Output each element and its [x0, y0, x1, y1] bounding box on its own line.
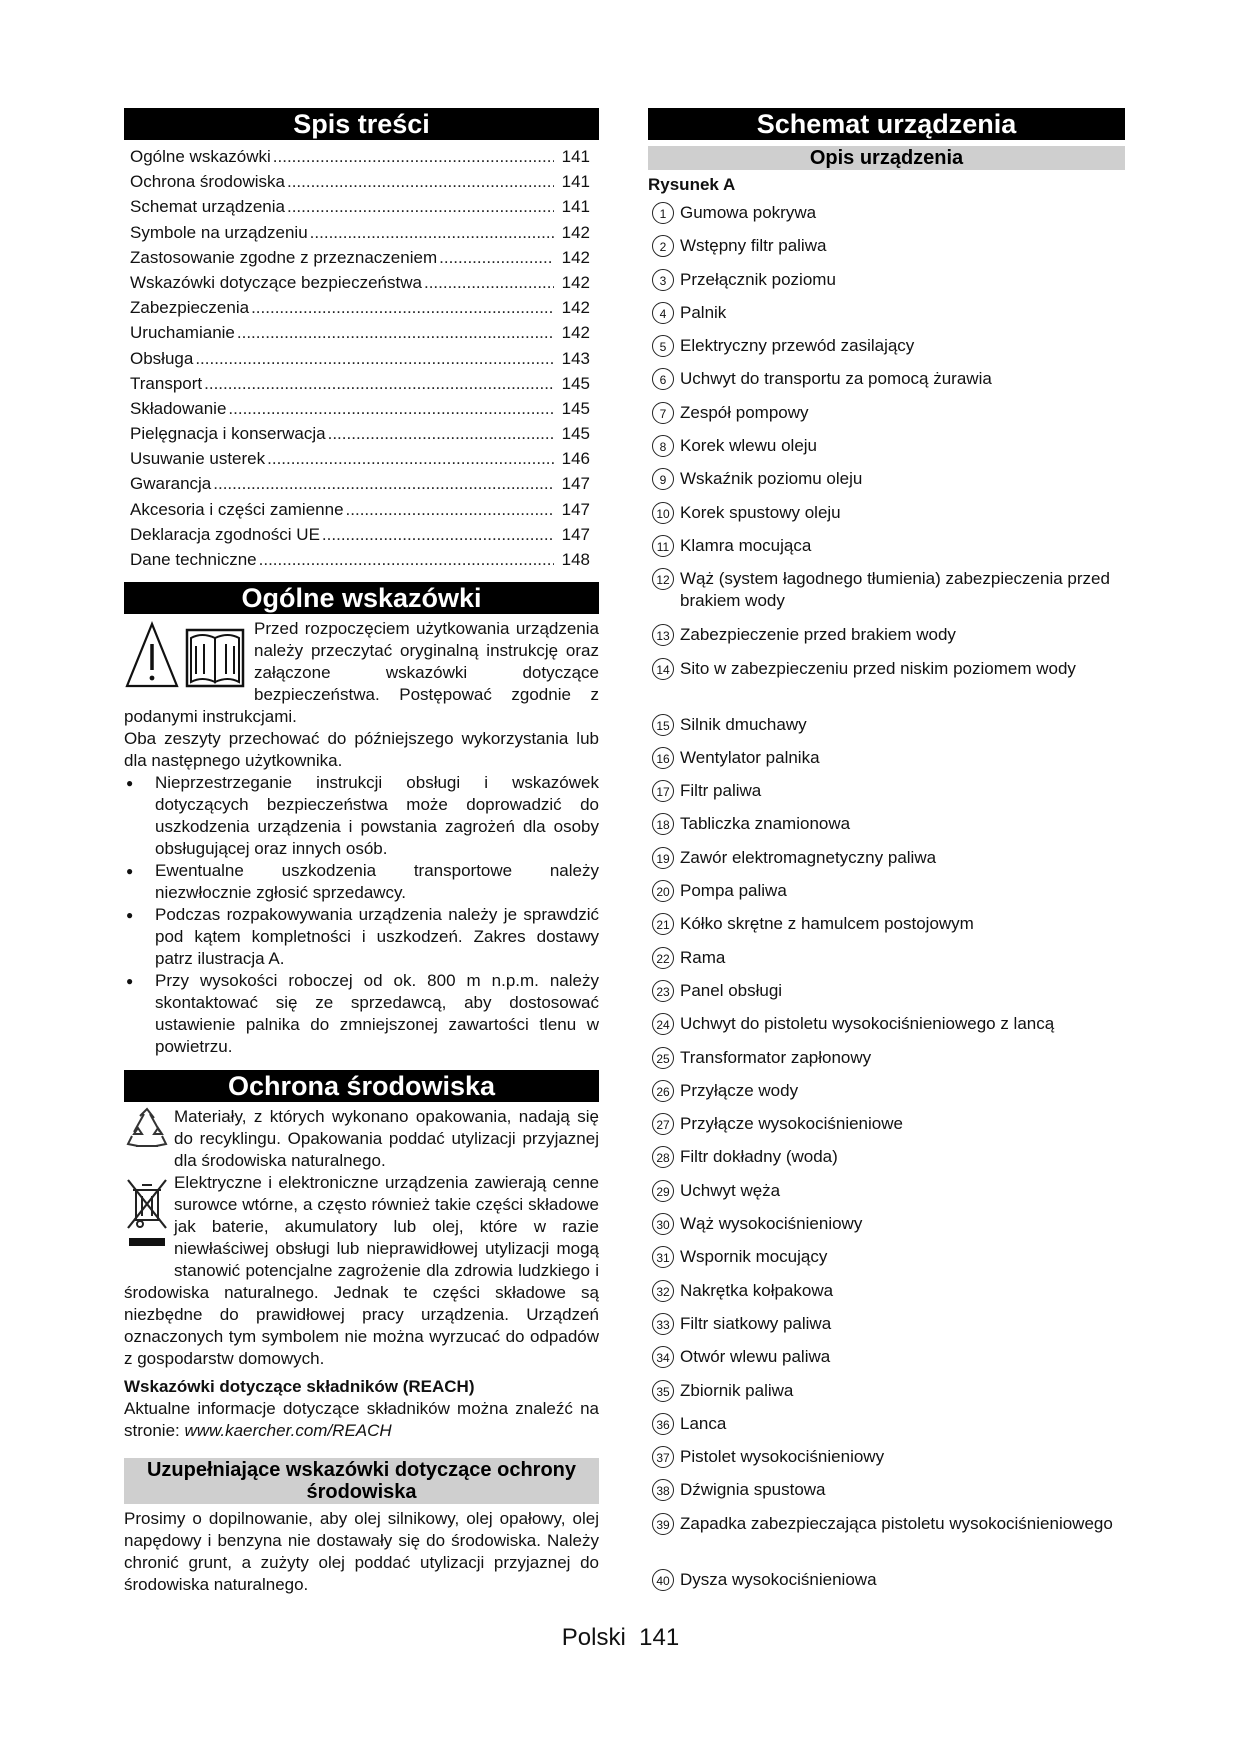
- part-item: [648, 1346, 1125, 1379]
- part-number-badge: 39: [652, 1513, 674, 1535]
- part-item: [648, 780, 1125, 813]
- toc-entry-title: Składowanie: [130, 398, 227, 418]
- toc-entry[interactable]: [130, 295, 590, 320]
- part-label: Dysza wysokociśnieniowa: [680, 1569, 877, 1589]
- part-number-badge: 8: [652, 435, 674, 457]
- part-label: Wspornik mocujący: [680, 1247, 828, 1267]
- toc-entry-page: 142: [561, 222, 590, 242]
- toc-entry-title: Wskazówki dotyczące bezpieczeństwa: [130, 272, 422, 292]
- part-item: [648, 880, 1125, 913]
- part-number-badge: 18: [652, 813, 674, 835]
- part-item: [648, 1413, 1125, 1446]
- part-item: [648, 202, 1125, 235]
- reach-heading: Wskazówki dotyczące składników (REACH): [124, 1377, 475, 1397]
- toc-leader-dots: [213, 471, 554, 496]
- part-label: Zabezpieczenie przed brakiem wody: [680, 625, 956, 645]
- recycling-block: [124, 1106, 599, 1172]
- page-footer: [0, 1623, 1241, 1653]
- part-number-badge: 10: [652, 502, 674, 524]
- toc-leader-dots: [195, 346, 554, 371]
- part-item: [648, 624, 1125, 657]
- part-item: [648, 435, 1125, 468]
- toc-entry[interactable]: [130, 194, 590, 219]
- part-number-badge: 25: [652, 1047, 674, 1069]
- toc-leader-dots: [310, 220, 554, 245]
- part-label: Dźwignia spustowa: [680, 1480, 826, 1500]
- toc-entry[interactable]: [130, 169, 590, 194]
- toc-entry[interactable]: [130, 320, 590, 345]
- toc-entry[interactable]: [130, 396, 590, 421]
- part-number-badge: 1: [652, 202, 674, 224]
- part-label: Pompa paliwa: [680, 881, 787, 901]
- part-item: [648, 1080, 1125, 1113]
- part-number-badge: 3: [652, 269, 674, 291]
- toc-entry-page: 147: [561, 499, 590, 519]
- weee-text: Elektryczne i elektroniczne urządzenia zawierają cenne surowce wtórne, a często również takie części składowe jak baterie, akumulatory lub olej, które w razie niewłaściwej obsługi lub nieprawidłowej utylizacji mogą stanowić potencjalne zagrożenie dla zdrowia ludzkiego i środowiska naturalnego. Jednak te części składowe są niezbędne do prawidłowej pracy urządzenia. Urządzeń oznaczonych tym symbolem nie można wyrzucać do odpadów z gospodarstw domowych.: [124, 1173, 599, 1369]
- part-number-badge: 11: [652, 535, 674, 557]
- part-label: Wąż (system łagodnego tłumienia) zabezpieczenia przed brakiem wody: [680, 569, 1110, 611]
- part-number-badge: 17: [652, 780, 674, 802]
- toc-entry-title: Zabezpieczenia: [130, 298, 250, 318]
- part-label: Wąż wysokociśnieniowy: [680, 1214, 863, 1234]
- part-item: [648, 1380, 1125, 1413]
- part-label: Przełącznik poziomu: [680, 269, 836, 289]
- environment-heading: Ochrona środowiska: [124, 1070, 599, 1102]
- toc-leader-dots: [287, 169, 554, 194]
- part-label: Transformator zapłonowy: [680, 1047, 872, 1067]
- toc-entry-page: 145: [561, 398, 590, 418]
- part-item: [648, 1180, 1125, 1213]
- part-number-badge: 36: [652, 1413, 674, 1435]
- toc-entry-title: Ogólne wskazówki: [130, 147, 271, 166]
- part-number-badge: 34: [652, 1346, 674, 1368]
- part-number-badge: 32: [652, 1280, 674, 1302]
- part-item: [648, 235, 1125, 268]
- toc-entry-page: 141: [561, 172, 590, 192]
- warning-and-manual-icons: [124, 618, 254, 698]
- schema-subheading: Opis urządzenia: [648, 146, 1125, 170]
- part-number-badge: 38: [652, 1479, 674, 1501]
- general-intro-text: Przed rozpoczęciem użytkowania urządzenia należy przeczytać oryginalną instrukcję oraz załączone wskazówki dotyczące bezpieczeństwa. Postępować zgodnie z podanymi instrukcjami.: [124, 619, 599, 727]
- toc-entry[interactable]: [130, 446, 590, 471]
- toc-entry-page: 148: [561, 550, 590, 569]
- part-label: Filtr paliwa: [680, 781, 762, 801]
- part-label: Palnik: [680, 302, 727, 322]
- footer-language: Polski: [561, 1624, 626, 1651]
- supplementary-text: Prosimy o dopilnowanie, aby olej silnikowy, olej opałowy, olej napędowy i benzyna nie dostawały się do środowiska. Należy chronić grunt, a zużyty olej poddać utylizacji przyjaznej do środowiska naturalnego.: [124, 1509, 599, 1595]
- toc-entry-title: Ochrona środowiska: [130, 172, 285, 192]
- toc-entry-page: 142: [561, 272, 590, 292]
- part-number-badge: 37: [652, 1446, 674, 1468]
- part-number-badge: 29: [652, 1180, 674, 1202]
- toc-entry[interactable]: [130, 270, 590, 295]
- part-number-badge: 4: [652, 302, 674, 324]
- part-number-badge: 40: [652, 1569, 674, 1591]
- part-number-badge: 12: [652, 568, 674, 590]
- toc-entry-page: 142: [561, 323, 590, 343]
- toc-entry[interactable]: [130, 547, 590, 572]
- part-label: Filtr dokładny (woda): [680, 1147, 838, 1167]
- part-item: [648, 502, 1125, 535]
- part-item: [648, 1213, 1125, 1246]
- toc-entry-page: 141: [561, 147, 590, 166]
- part-item: [648, 1113, 1125, 1146]
- part-label: Panel obsługi: [680, 980, 783, 1000]
- toc-entry[interactable]: [130, 346, 590, 371]
- part-label: Klamra mocująca: [680, 535, 812, 555]
- toc-entry-page: 141: [561, 197, 590, 217]
- part-label: Elektryczny przewód zasilający: [680, 336, 915, 356]
- manual-book-icon: [187, 630, 243, 686]
- part-label: Pistolet wysokociśnieniowy: [680, 1447, 885, 1467]
- toc-entry-title: Deklaracja zgodności UE: [130, 524, 320, 544]
- schema-heading: Schemat urządzenia: [648, 108, 1125, 140]
- part-label: Nakrętka kołpakowa: [680, 1280, 834, 1300]
- reach-text: Aktualne informacje dotyczące składników można znaleźć na stronie: www.kaercher.com/REACH: [124, 1399, 599, 1441]
- part-label: Wstępny filtr paliwa: [680, 236, 827, 256]
- part-number-badge: 35: [652, 1380, 674, 1402]
- general-heading: Ogólne wskazówki: [124, 582, 599, 614]
- toc-leader-dots: [237, 320, 554, 345]
- part-label: Wentylator palnika: [680, 747, 820, 767]
- crossed-bin-icon: [124, 1172, 174, 1264]
- parts-list: [648, 202, 1125, 1602]
- toc-entry-page: 146: [561, 449, 590, 469]
- part-label: Uchwyt do transportu za pomocą żurawia: [680, 369, 992, 389]
- toc-entry-title: Transport: [130, 373, 203, 393]
- toc-leader-dots: [251, 295, 554, 320]
- part-number-badge: 21: [652, 913, 674, 935]
- general-keep-text: Oba zeszyty przechować do późniejszego wykorzystania lub dla następnego użytkownika.: [124, 729, 599, 771]
- part-item: [648, 1047, 1125, 1080]
- part-number-badge: 9: [652, 468, 674, 490]
- toc-entry-title: Gwarancja: [130, 474, 212, 494]
- general-bullet: ● Podczas rozpakowywania urządzenia należy je sprawdzić pod kątem kompletności i uszkodzeń. Zakres dostawy patrz ilustracja A.: [124, 904, 599, 970]
- part-item: [648, 402, 1125, 435]
- right-column: [648, 108, 1125, 1602]
- toc-entry-page: 147: [561, 524, 590, 544]
- toc-entry[interactable]: [130, 497, 590, 522]
- supplementary-heading: Uzupełniające wskazówki dotyczące ochrony środowiska: [124, 1458, 599, 1504]
- toc-entry-page: 143: [561, 348, 590, 368]
- part-item: [648, 813, 1125, 846]
- part-label: Przyłącze wody: [680, 1080, 799, 1100]
- part-number-badge: 22: [652, 947, 674, 969]
- part-label: Zespół pompowy: [680, 402, 809, 422]
- toc-entry-page: 142: [561, 298, 590, 318]
- part-item: [648, 714, 1125, 747]
- page-number: 141: [639, 1624, 680, 1651]
- part-item: [648, 1146, 1125, 1179]
- toc-heading: Spis treści: [124, 108, 599, 140]
- toc-entry-title: Symbole na urządzeniu: [130, 222, 308, 242]
- toc-entry-title: Dane techniczne: [130, 550, 257, 569]
- toc-leader-dots: [267, 446, 554, 471]
- part-label: Sito w zabezpieczeniu przed niskim poziomem wody: [680, 658, 1076, 678]
- part-item: [648, 568, 1125, 624]
- part-item: [648, 535, 1125, 568]
- recycling-icon: [124, 1106, 174, 1172]
- left-column: [124, 108, 599, 1596]
- part-item: [648, 980, 1125, 1013]
- part-number-badge: 27: [652, 1113, 674, 1135]
- part-item: [648, 1246, 1125, 1279]
- part-item: [648, 468, 1125, 501]
- general-bullet: ● Nieprzestrzeganie instrukcji obsługi i wskazówek dotyczących bezpieczeństwa może doprowadzić do uszkodzenia urządzenia i powstania zagrożeń dla osoby obsługującej oraz innych osób.: [124, 772, 599, 860]
- part-number-badge: 13: [652, 624, 674, 646]
- part-item: [648, 368, 1125, 401]
- part-item: [648, 947, 1125, 980]
- part-label: Filtr siatkowy paliwa: [680, 1313, 832, 1333]
- part-number-badge: 23: [652, 980, 674, 1002]
- part-number-badge: 26: [652, 1080, 674, 1102]
- toc-leader-dots: [273, 144, 554, 169]
- general-intro: [124, 618, 599, 728]
- part-number-badge: 15: [652, 714, 674, 736]
- part-number-badge: 6: [652, 368, 674, 390]
- part-label: Zapadka zabezpieczająca pistoletu wysokociśnieniowego: [680, 1513, 1113, 1533]
- part-label: Korek spustowy oleju: [680, 502, 841, 522]
- figure-label: Rysunek A: [648, 175, 736, 194]
- part-label: Gumowa pokrywa: [680, 203, 817, 222]
- part-item: [648, 747, 1125, 780]
- part-label: Lanca: [680, 1413, 727, 1433]
- part-item: [648, 1513, 1125, 1569]
- part-number-badge: 20: [652, 880, 674, 902]
- part-label: Korek wlewu oleju: [680, 436, 818, 456]
- toc-entry-title: Obsługa: [130, 348, 194, 368]
- general-bullets: [124, 772, 599, 1058]
- toc-entry[interactable]: [130, 371, 590, 396]
- table-of-contents: [130, 144, 590, 572]
- part-number-badge: 7: [652, 402, 674, 424]
- part-item: [648, 302, 1125, 335]
- toc-entry-title: Uruchamianie: [130, 323, 235, 343]
- part-label: Otwór wlewu paliwa: [680, 1347, 831, 1367]
- toc-entry[interactable]: [130, 522, 590, 547]
- part-item: [648, 1013, 1125, 1046]
- part-item: [648, 1313, 1125, 1346]
- toc-entry-title: Pielęgnacja i konserwacja: [130, 424, 326, 444]
- part-label: Uchwyt do pistoletu wysokociśnieniowego z lancą: [680, 1014, 1055, 1034]
- part-number-badge: 30: [652, 1213, 674, 1235]
- part-label: Rama: [680, 947, 726, 967]
- part-item: [648, 269, 1125, 302]
- toc-leader-dots: [287, 194, 554, 219]
- part-label: Uchwyt węża: [680, 1180, 781, 1200]
- toc-entry-page: 145: [561, 424, 590, 444]
- toc-entry-page: 145: [561, 373, 590, 393]
- part-item: [648, 1280, 1125, 1313]
- weee-block: [124, 1172, 599, 1370]
- part-label: Zbiornik paliwa: [680, 1380, 794, 1400]
- general-bullet: ● Przy wysokości roboczej od ok. 800 m n.p.m. należy skontaktować się ze sprzedawcą, aby dostosować ustawienie palnika do zmniejszonej zawartości tlenu w powietrzu.: [124, 970, 599, 1058]
- part-item: [648, 658, 1125, 714]
- toc-leader-dots: [346, 497, 554, 522]
- part-number-badge: 28: [652, 1146, 674, 1168]
- part-number-badge: 5: [652, 335, 674, 357]
- part-label: Zawór elektromagnetyczny paliwa: [680, 847, 937, 867]
- part-number-badge: 19: [652, 847, 674, 869]
- toc-leader-dots: [322, 522, 554, 547]
- part-label: Tabliczka znamionowa: [680, 814, 851, 834]
- part-label: Wskaźnik poziomu oleju: [680, 469, 863, 489]
- toc-leader-dots: [259, 547, 554, 572]
- part-number-badge: 16: [652, 747, 674, 769]
- toc-entry-title: Schemat urządzenia: [130, 197, 285, 217]
- reach-link[interactable]: www.kaercher.com/REACH: [184, 1421, 392, 1441]
- toc-entry-title: Usuwanie usterek: [130, 449, 266, 469]
- part-label: Kółko skrętne z hamulcem postojowym: [680, 914, 974, 934]
- toc-leader-dots: [328, 421, 554, 446]
- toc-entry[interactable]: [130, 421, 590, 446]
- toc-leader-dots: [228, 396, 554, 421]
- part-label: Przyłącze wysokociśnieniowe: [680, 1114, 903, 1134]
- recycling-text: Materiały, z których wykonano opakowania, nadają się do recyklingu. Opakowania poddać utylizacji przyjaznej dla środowiska naturalnego.: [174, 1107, 599, 1171]
- part-item: [648, 847, 1125, 880]
- toc-entry-title: Zastosowanie zgodne z przeznaczeniem: [130, 247, 438, 267]
- part-item: [648, 913, 1125, 946]
- toc-leader-dots: [204, 371, 554, 396]
- part-number-badge: 2: [652, 235, 674, 257]
- toc-entry-page: 142: [561, 247, 590, 267]
- toc-leader-dots: [439, 245, 554, 270]
- part-number-badge: 14: [652, 658, 674, 680]
- toc-entry[interactable]: [130, 220, 590, 245]
- part-item: [648, 1446, 1125, 1479]
- part-label: Silnik dmuchawy: [680, 714, 807, 734]
- part-number-badge: 33: [652, 1313, 674, 1335]
- toc-entry-page: 147: [561, 474, 590, 494]
- toc-entry[interactable]: [130, 144, 590, 169]
- part-item: [648, 1479, 1125, 1512]
- warning-triangle-icon: [124, 618, 254, 694]
- part-number-badge: 24: [652, 1013, 674, 1035]
- part-item: [648, 1569, 1125, 1602]
- toc-entry[interactable]: [130, 245, 590, 270]
- toc-leader-dots: [424, 270, 554, 295]
- part-item: [648, 335, 1125, 368]
- part-number-badge: 31: [652, 1246, 674, 1268]
- toc-entry-title: Akcesoria i części zamienne: [130, 499, 344, 519]
- general-bullet: ● Ewentualne uszkodzenia transportowe należy niezwłocznie zgłosić sprzedawcy.: [124, 860, 599, 904]
- toc-entry[interactable]: [130, 471, 590, 496]
